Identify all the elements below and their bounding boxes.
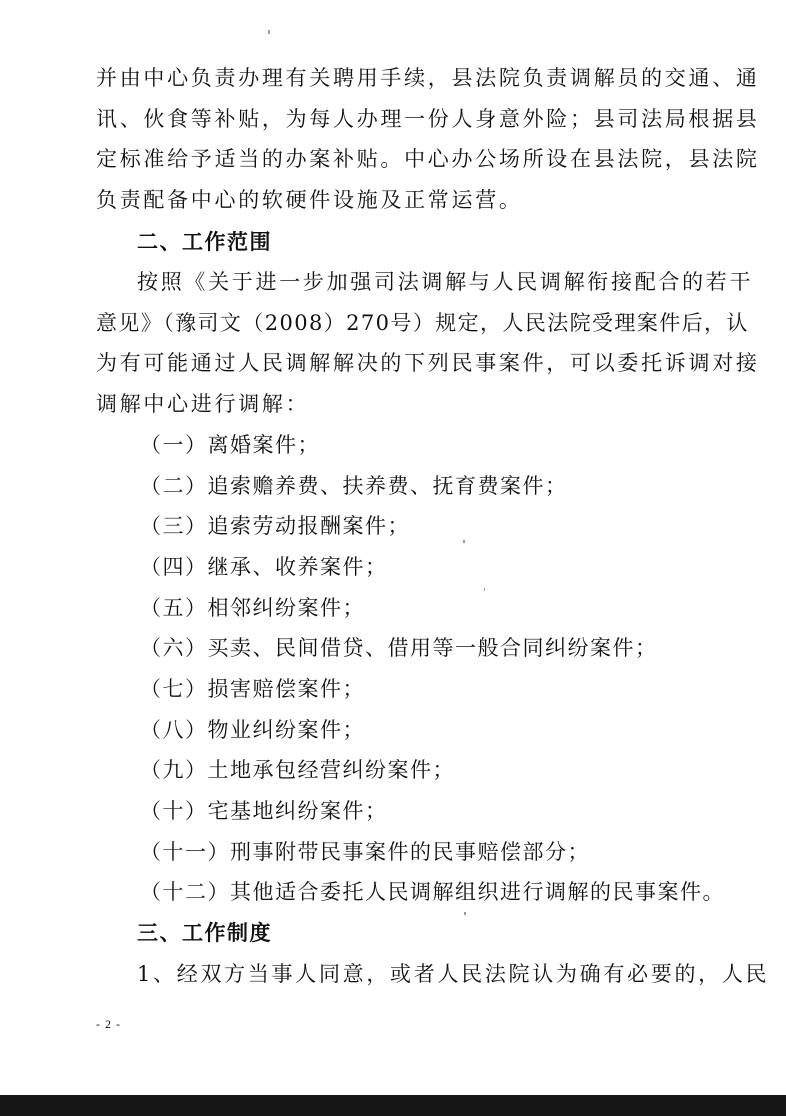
paragraph-line: 意见》（豫司文（2008）270号）规定，人民法院受理案件后，认 <box>96 311 749 335</box>
section-heading: 三、工作制度 <box>137 921 272 945</box>
paragraph-line: 1、经双方当事人同意，或者人民法院认为确有必要的，人民 <box>137 962 770 986</box>
list-item: （四）继承、收养案件； <box>140 555 388 579</box>
paragraph-line: 负责配备中心的软硬件设施及正常运营。 <box>96 188 523 212</box>
list-item: （三）追索劳动报酬案件； <box>140 514 410 538</box>
scan-speck <box>484 588 485 591</box>
section-heading: 二、工作范围 <box>137 230 272 254</box>
list-item: （十二）其他适合委托人民调解组织进行调解的民事案件。 <box>140 880 725 904</box>
list-item: （七）损害赔偿案件； <box>140 677 365 701</box>
paragraph-line: 调解中心进行调解： <box>96 392 310 416</box>
paragraph-line: 并由中心负责办理有关聘用手续，县法院负责调解员的交通、通 <box>96 66 760 90</box>
paragraph-line: 为有可能通过人民调解解决的下列民事案件，可以委托诉调对接 <box>96 351 760 375</box>
list-item: （五）相邻纠纷案件； <box>140 596 365 620</box>
list-item: （六）买卖、民间借贷、借用等一般合同纠纷案件； <box>140 636 658 660</box>
scan-speck <box>464 912 466 915</box>
list-item: （八）物业纠纷案件； <box>140 718 365 742</box>
list-item: （一）离婚案件； <box>140 433 320 457</box>
scan-speck <box>268 30 270 34</box>
paragraph-line: 定标准给予适当的办案补贴。中心办公场所设在县法院，县法院 <box>96 147 760 171</box>
scan-border <box>0 1095 786 1116</box>
paragraph-line: 讯、伙食等补贴，为每人办理一份人身意外险；县司法局根据县 <box>96 107 760 131</box>
list-item: （九）土地承包经营纠纷案件； <box>140 758 455 782</box>
paragraph-line: 按照《关于进一步加强司法调解与人民调解衔接配合的若干 <box>137 270 754 294</box>
page-number: - 2 - <box>96 1017 121 1031</box>
scan-speck <box>463 540 465 543</box>
list-item: （十一）刑事附带民事案件的民事赔偿部分； <box>140 840 590 864</box>
list-item: （十）宅基地纠纷案件； <box>140 799 388 823</box>
list-item: （二）追索赡养费、扶养费、抚育费案件； <box>140 474 568 498</box>
